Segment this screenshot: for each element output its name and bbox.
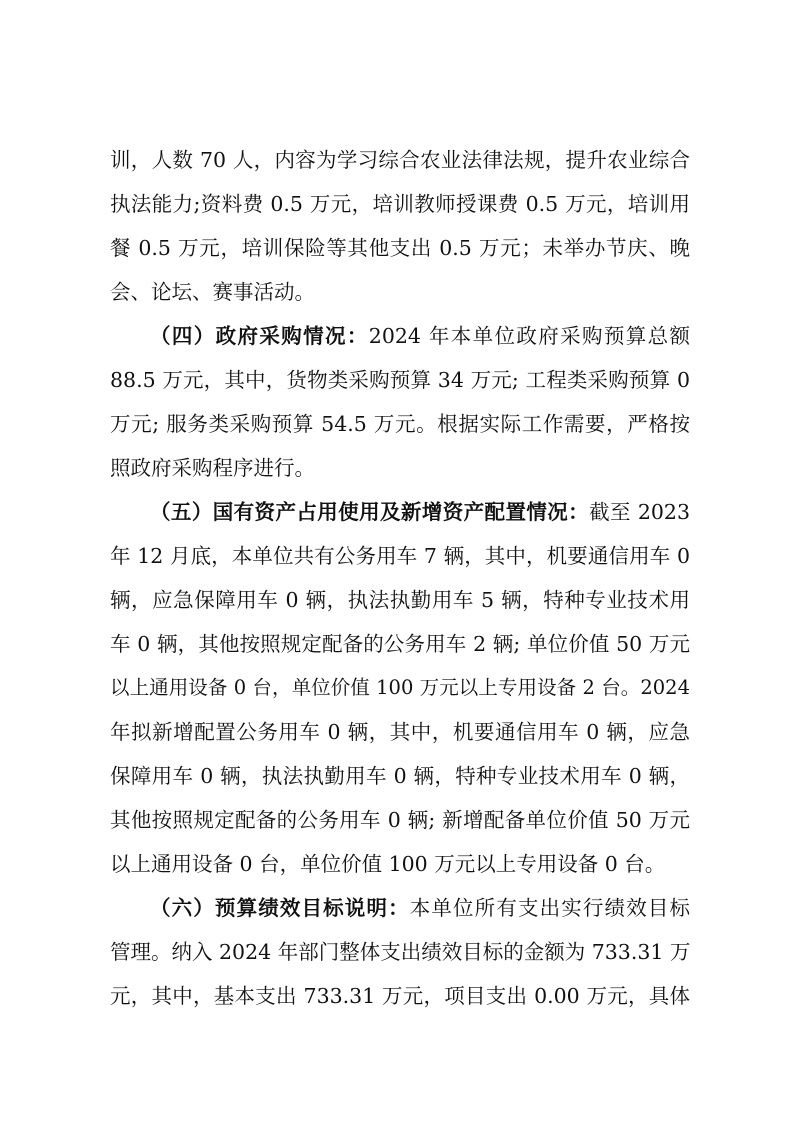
section-heading-procurement: （四）政府采购情况： — [150, 324, 369, 348]
text-line: 元，其中，基本支出 733.31 万元，项目支出 0.00 万元，具体 — [110, 984, 690, 1008]
text-line: 年 12 月底，本单位共有公务用车 7 辆，其中，机要通信用车 0 — [110, 544, 690, 568]
text-line: 会、论坛、赛事活动。 — [110, 280, 315, 304]
paragraph-first-line — [150, 500, 690, 524]
section-heading-assets: （五）国有资产占用使用及新增资产配置情况： — [150, 500, 590, 524]
text-line: 管理。纳入 2024 年部门整体支出绩效目标的金额为 733.31 万 — [110, 940, 691, 964]
text-line: 年拟新增配置公务用车 0 辆，其中，机要通信用车 0 辆，应急 — [110, 720, 690, 744]
text-line: 以上通用设备 0 台，单位价值 100 万元以上专用设备 0 台。 — [110, 852, 666, 876]
section-heading-performance: （六）预算绩效目标说明： — [150, 896, 410, 920]
text-line: 万元; 服务类采购预算 54.5 万元。根据实际工作需要，严格按 — [110, 412, 690, 436]
paragraph-first-line — [150, 896, 690, 920]
text-line: 餐 0.5 万元，培训保险等其他支出 0.5 万元；未举办节庆、晚 — [110, 236, 690, 260]
text-line: 以上通用设备 0 台，单位价值 100 万元以上专用设备 2 台。2024 — [110, 676, 690, 699]
text-line: 其他按照规定配备的公务用车 0 辆; 新增配备单位价值 50 万元 — [110, 808, 690, 832]
text-line: 88.5 万元，其中，货物类采购预算 34 万元; 工程类采购预算 0 — [110, 368, 690, 392]
text-line: 训，人数 70 人，内容为学习综合农业法律法规，提升农业综合 — [110, 148, 690, 172]
text-line: 照政府采购程序进行。 — [110, 456, 315, 480]
text-span: 2024 年本单位政府采购预算总额 — [368, 324, 691, 348]
text-line: 保障用车 0 辆，执法执勤用车 0 辆，特种专业技术用车 0 辆， — [110, 764, 690, 788]
paragraph-first-line — [150, 324, 690, 348]
text-line: 辆，应急保障用车 0 辆，执法执勤用车 5 辆，特种专业技术用 — [110, 588, 690, 612]
text-span: 截至 2023 — [589, 500, 691, 524]
text-span: 本单位所有支出实行绩效目标 — [409, 896, 690, 920]
text-line: 车 0 辆，其他按照规定配备的公务用车 2 辆; 单位价值 50 万元 — [110, 632, 690, 656]
text-line: 执法能力;资料费 0.5 万元，培训教师授课费 0.5 万元，培训用 — [110, 192, 690, 216]
